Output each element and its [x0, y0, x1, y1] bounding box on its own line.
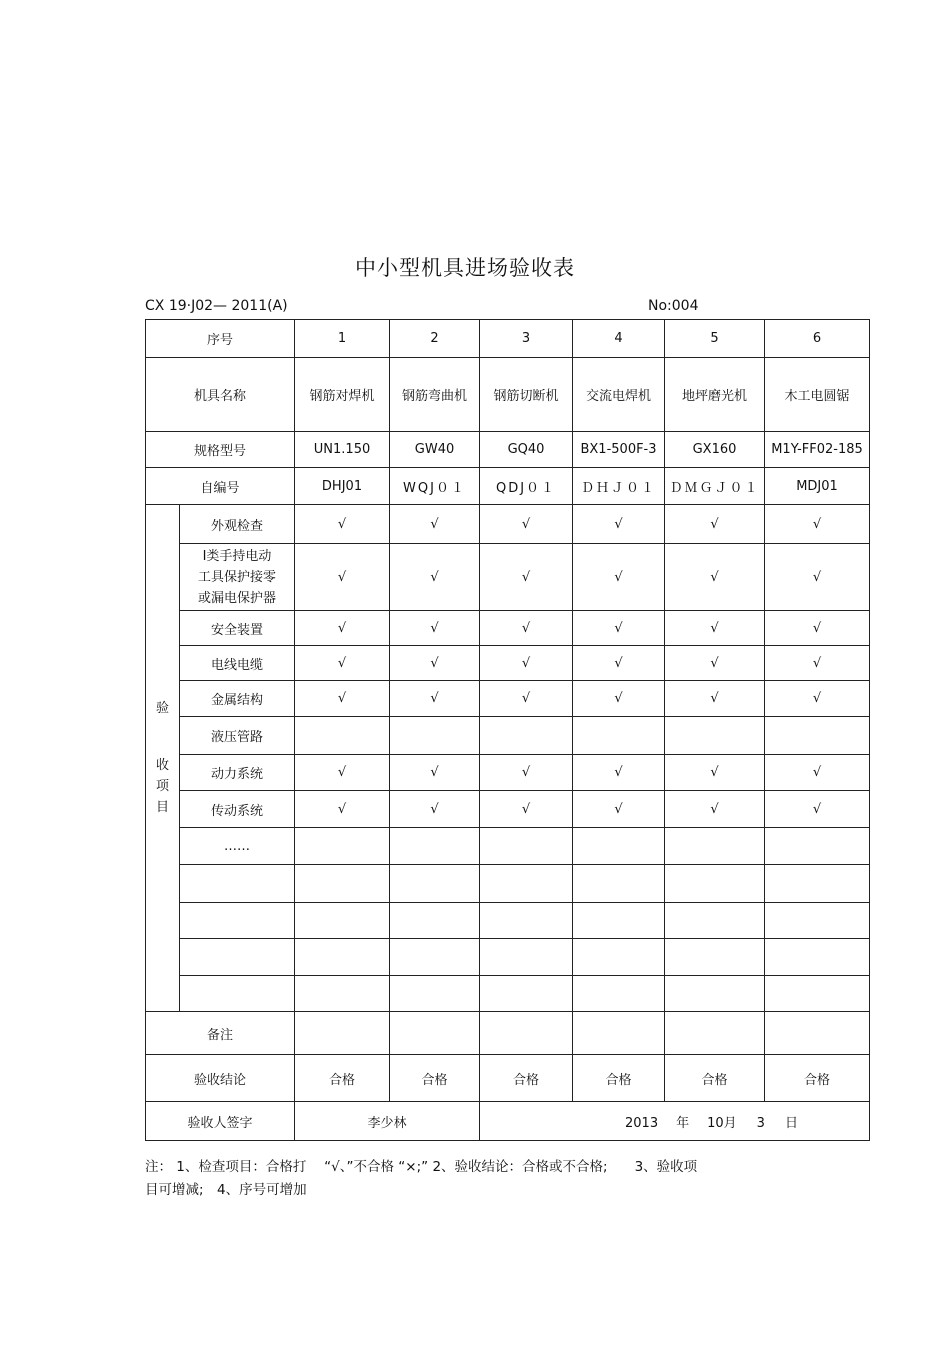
check-mark: √	[295, 755, 390, 791]
row-label-signer: 验收人签字	[146, 1102, 295, 1141]
table-row	[146, 544, 870, 611]
inspection-item-label: 电线电缆	[180, 646, 295, 681]
conclusion-value: 合格	[295, 1055, 390, 1102]
section-label	[146, 505, 180, 1012]
remark-cell	[573, 1012, 665, 1055]
check-mark: √	[573, 611, 665, 646]
check-mark: √	[390, 646, 480, 681]
table-row	[146, 828, 870, 865]
check-mark: √	[665, 646, 765, 681]
inspection-item-label: 外观检查	[180, 505, 295, 544]
row-label-seq: 序号	[146, 320, 295, 358]
footnote-line-2: 目可增减; 4、序号可增加	[145, 1182, 307, 1198]
machine-model: BX1-500F-3	[573, 432, 665, 468]
check-mark: √	[295, 681, 390, 717]
empty-cell	[765, 717, 870, 755]
remark-cell	[665, 1012, 765, 1055]
machine-model: M1Y-FF02-185	[765, 432, 870, 468]
empty-cell	[665, 939, 765, 976]
check-mark: √	[765, 791, 870, 828]
inspection-item-label	[180, 976, 295, 1012]
machine-model: GX160	[665, 432, 765, 468]
check-mark: √	[390, 755, 480, 791]
empty-cell	[480, 939, 573, 976]
machine-self_no: MDJ01	[765, 468, 870, 505]
table-row	[146, 903, 870, 939]
inspection-item-label: 动力系统	[180, 755, 295, 791]
remark-cell	[480, 1012, 573, 1055]
footnote-line-1: 注： 1、检查项目：合格打 “√、”不合格 “×;” 2、验收结论：合格或不合格; 3、验收项	[145, 1159, 698, 1175]
remark-cell	[295, 1012, 390, 1055]
empty-cell	[665, 903, 765, 939]
table-row	[146, 1012, 870, 1055]
machine-name: 交流电焊机	[573, 358, 665, 432]
machine-name: 钢筋对焊机	[295, 358, 390, 432]
inspection-item-label: 液压管路	[180, 717, 295, 755]
row-label-self_no: 自编号	[146, 468, 295, 505]
form-number: No:004	[648, 298, 699, 314]
inspection-item-label	[180, 939, 295, 976]
table-row	[146, 611, 870, 646]
check-mark: √	[390, 681, 480, 717]
table-row	[146, 717, 870, 755]
inspection-item-label-line: Ⅰ类手持电动	[202, 548, 272, 564]
check-mark: √	[480, 611, 573, 646]
machine-seq: 3	[480, 320, 573, 358]
check-mark: √	[390, 505, 480, 544]
machine-self_no: ＤＨＪ０１	[573, 468, 665, 505]
machine-name: 钢筋切断机	[480, 358, 573, 432]
check-mark: √	[573, 791, 665, 828]
check-mark: √	[665, 681, 765, 717]
inspection-item-label	[180, 544, 295, 611]
empty-cell	[573, 903, 665, 939]
check-mark: √	[765, 681, 870, 717]
machine-self_no: WQJ０１	[390, 468, 480, 505]
section-label-char: 目	[155, 800, 169, 815]
inspection-item-label	[180, 865, 295, 903]
machine-seq: 4	[573, 320, 665, 358]
row-label-name: 机具名称	[146, 358, 295, 432]
empty-cell	[295, 717, 390, 755]
empty-cell	[295, 865, 390, 903]
section-label-char: 项	[155, 779, 169, 794]
check-mark: √	[665, 791, 765, 828]
check-mark: √	[480, 755, 573, 791]
empty-cell	[295, 939, 390, 976]
empty-cell	[390, 903, 480, 939]
table-row	[146, 791, 870, 828]
check-mark: √	[295, 544, 390, 611]
empty-cell	[765, 828, 870, 865]
empty-cell	[295, 828, 390, 865]
check-mark: √	[480, 544, 573, 611]
check-mark: √	[295, 505, 390, 544]
inspection-item-label: 安全装置	[180, 611, 295, 646]
machine-seq: 5	[665, 320, 765, 358]
empty-cell	[665, 865, 765, 903]
check-mark: √	[765, 646, 870, 681]
empty-cell	[480, 865, 573, 903]
section-label-char: 收	[155, 758, 169, 773]
check-mark: √	[573, 544, 665, 611]
form-code: CX 19·J02— 2011(A)	[145, 298, 288, 314]
sign-date-year-unit: 年	[676, 1115, 690, 1131]
table-row	[146, 976, 870, 1012]
check-mark: √	[480, 681, 573, 717]
empty-cell	[480, 976, 573, 1012]
inspection-item-label	[180, 903, 295, 939]
conclusion-value: 合格	[765, 1055, 870, 1102]
check-mark: √	[295, 791, 390, 828]
table-row	[146, 505, 870, 544]
row-label-conclusion: 验收结论	[146, 1055, 295, 1102]
empty-cell	[390, 939, 480, 976]
empty-cell	[765, 939, 870, 976]
empty-cell	[390, 976, 480, 1012]
machine-seq: 6	[765, 320, 870, 358]
machine-seq: 2	[390, 320, 480, 358]
machine-name: 木工电圆锯	[765, 358, 870, 432]
conclusion-value: 合格	[573, 1055, 665, 1102]
inspection-item-label: 传动系统	[180, 791, 295, 828]
machine-model: GW40	[390, 432, 480, 468]
row-label-model: 规格型号	[146, 432, 295, 468]
empty-cell	[665, 828, 765, 865]
table-row	[146, 865, 870, 903]
table-row	[146, 939, 870, 976]
empty-cell	[573, 717, 665, 755]
check-mark: √	[573, 755, 665, 791]
machine-model: GQ40	[480, 432, 573, 468]
check-mark: √	[765, 505, 870, 544]
sign-date-day-unit: 日	[784, 1115, 798, 1131]
check-mark: √	[765, 544, 870, 611]
machine-self_no: DHJ01	[295, 468, 390, 505]
conclusion-value: 合格	[480, 1055, 573, 1102]
table-row	[146, 755, 870, 791]
check-mark: √	[573, 681, 665, 717]
check-mark: √	[480, 646, 573, 681]
check-mark: √	[480, 505, 573, 544]
row-label-remark: 备注	[146, 1012, 295, 1055]
inspection-item-label: 金属结构	[180, 681, 295, 717]
empty-cell	[390, 865, 480, 903]
check-mark: √	[765, 611, 870, 646]
table-row	[146, 1055, 870, 1102]
empty-cell	[765, 976, 870, 1012]
sign-date	[480, 1102, 870, 1141]
empty-cell	[480, 717, 573, 755]
empty-cell	[573, 865, 665, 903]
conclusion-value: 合格	[390, 1055, 480, 1102]
inspection-item-label-line: 或漏电保护器	[198, 590, 277, 606]
empty-cell	[295, 976, 390, 1012]
inspection-item-label-line: 工具保护接零	[198, 569, 277, 585]
empty-cell	[390, 717, 480, 755]
acceptance-table	[145, 319, 870, 1141]
empty-cell	[573, 828, 665, 865]
machine-self_no: ＤＭＧＪ０１	[665, 468, 765, 505]
check-mark: √	[295, 646, 390, 681]
conclusion-value: 合格	[665, 1055, 765, 1102]
empty-cell	[665, 717, 765, 755]
empty-cell	[573, 976, 665, 1012]
inspection-item-label: ……	[180, 828, 295, 865]
check-mark: √	[573, 646, 665, 681]
table-row	[146, 646, 870, 681]
machine-seq: 1	[295, 320, 390, 358]
check-mark: √	[665, 505, 765, 544]
check-mark: √	[765, 755, 870, 791]
table-row	[146, 468, 870, 505]
check-mark: √	[665, 544, 765, 611]
remark-cell	[390, 1012, 480, 1055]
empty-cell	[573, 939, 665, 976]
section-label-char: 验	[155, 701, 169, 716]
machine-self_no: QDJ０１	[480, 468, 573, 505]
check-mark: √	[390, 791, 480, 828]
empty-cell	[480, 903, 573, 939]
table-row	[146, 320, 870, 358]
table-row	[146, 432, 870, 468]
table-row	[146, 358, 870, 432]
empty-cell	[765, 903, 870, 939]
table-row	[146, 1102, 870, 1141]
sign-date-month: 10月	[707, 1115, 737, 1131]
check-mark: √	[390, 611, 480, 646]
check-mark: √	[665, 755, 765, 791]
signer-name: 李少林	[295, 1102, 480, 1141]
form-title: 中小型机具进场验收表	[355, 256, 575, 280]
check-mark: √	[480, 791, 573, 828]
machine-model: UN1.150	[295, 432, 390, 468]
check-mark: √	[665, 611, 765, 646]
remark-cell	[765, 1012, 870, 1055]
check-mark: √	[295, 611, 390, 646]
empty-cell	[765, 865, 870, 903]
sign-date-day: 3	[756, 1115, 765, 1131]
machine-name: 钢筋弯曲机	[390, 358, 480, 432]
machine-name: 地坪磨光机	[665, 358, 765, 432]
empty-cell	[295, 903, 390, 939]
sign-date-year: 2013	[625, 1115, 659, 1131]
table-row	[146, 681, 870, 717]
check-mark: √	[390, 544, 480, 611]
empty-cell	[665, 976, 765, 1012]
check-mark: √	[573, 505, 665, 544]
footnote	[145, 1156, 785, 1202]
empty-cell	[390, 828, 480, 865]
empty-cell	[480, 828, 573, 865]
